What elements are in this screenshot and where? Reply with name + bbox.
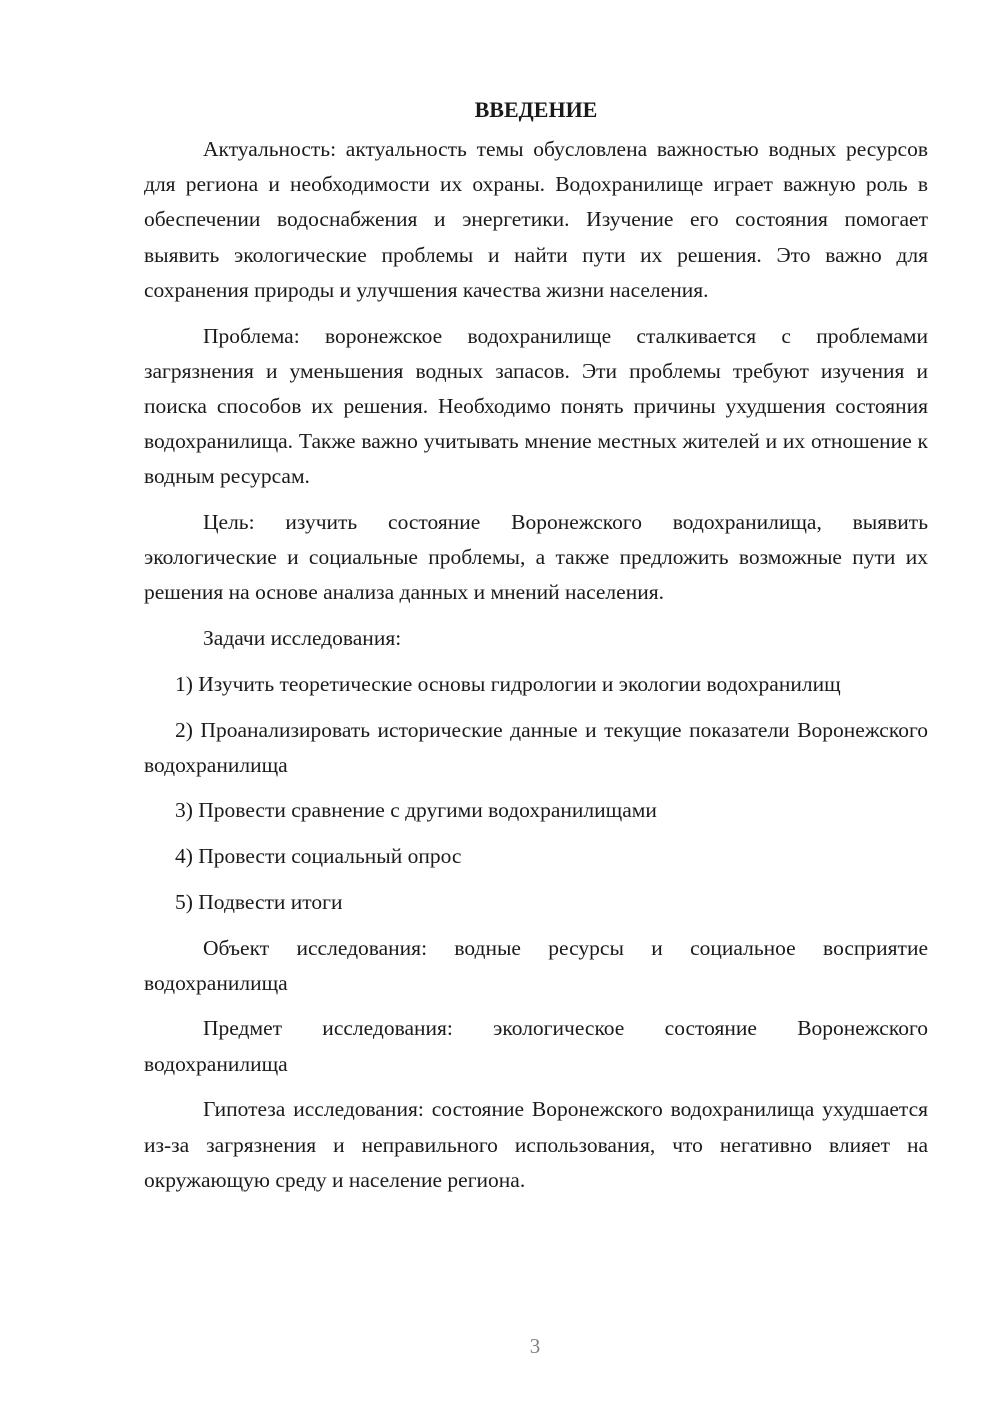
page-content (144, 92, 928, 1208)
task-item-5: 5) Подвести итоги (175, 889, 343, 914)
paragraph-tasks-heading: Задачи исследования: (203, 626, 402, 651)
task-item-1: 1) Изучить теоретические основы гидрологии и экологии водохранилищ (175, 671, 841, 696)
paragraph-object: Объект исследования: водные ресурсы и социальное восприятие водохранилища (144, 935, 928, 995)
section-title: ВВЕДЕНИЕ (474, 97, 598, 122)
paragraph-goal: Цель: изучить состояние Воронежского водохранилища, выявить экологические и социальные проблемы, а также предложить возможные пути их решения на основе анализа данных и мнений населения. (144, 510, 928, 605)
paragraph-problem: Проблема: воронежское водохранилище сталкивается с проблемами загрязнения и уменьшения водных запасов. Эти проблемы требуют изучения и поиска способов их решения. Необходимо понять причины ухудшения состояния водохранилища. Также важно учитывать мнение местных жителей и их отношение к водным ресурсам. (144, 323, 928, 489)
paragraph-relevance: Актуальность: актуальность темы обусловлена важностью водных ресурсов для региона и необходимости их охраны. Водохранилище играет важную роль в обеспечении водоснабжения и энергетики. Изучение его состояния помогает выявить экологические проблемы и найти пути их решения. Это важно для сохранения природы и улучшения качества жизни населения. (144, 137, 928, 302)
paragraph-hypothesis: Гипотеза исследования: состояние Воронежского водохранилища ухудшается из-за загрязнения и неправильного использования, что негативно влияет на окружающую среду и население региона. (144, 1097, 928, 1192)
paragraph-subject: Предмет исследования: экологическое состояние Воронежского водохранилища (144, 1016, 928, 1076)
task-item-4: 4) Провести социальный опрос (175, 844, 462, 869)
page-number: 3 (529, 1334, 541, 1358)
task-item-2: 2) Проанализировать исторические данные и текущие показатели Воронежского водохранилища (144, 717, 928, 777)
task-item-3: 3) Провести сравнение с другими водохранилищами (175, 798, 657, 823)
